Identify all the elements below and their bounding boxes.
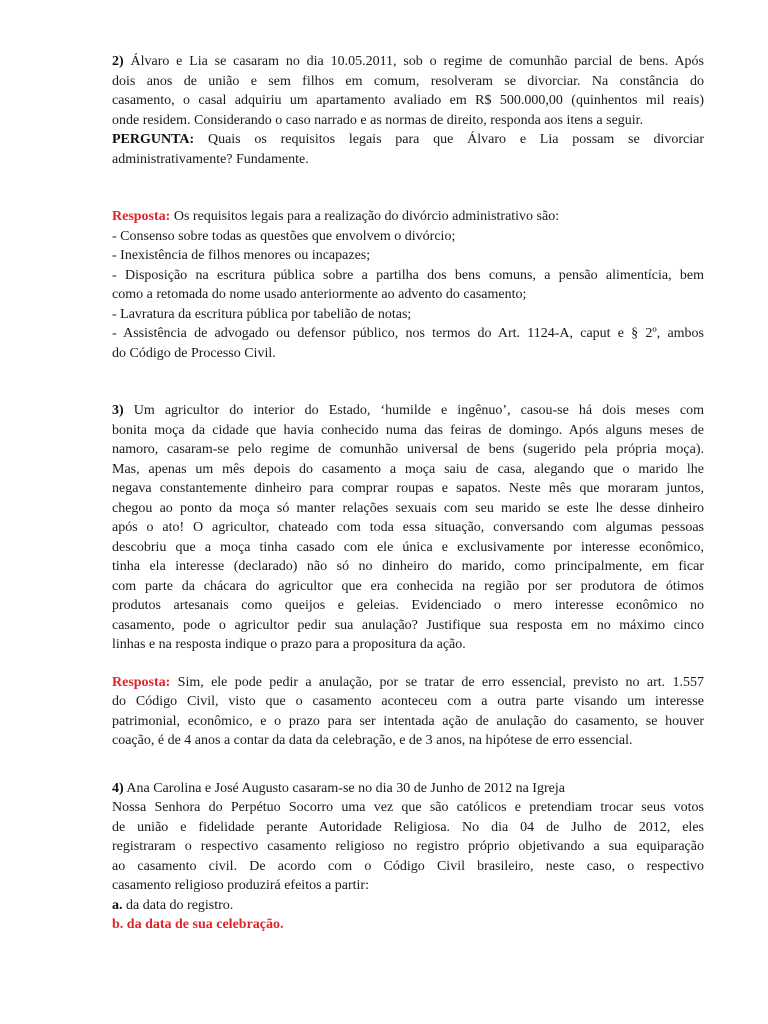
answer-2-item-cont: como a retomada do nome usado anteriormente ao advento do casamento; xyxy=(112,287,527,302)
document-page xyxy=(112,52,704,935)
option-a xyxy=(112,896,704,916)
q4-number: 4) xyxy=(112,780,124,796)
pergunta-label: PERGUNTA: xyxy=(112,132,195,147)
q3-line: produtos artesanais como queijos e geleias. Evidenciado o mero interesse econômico no xyxy=(112,598,704,613)
q4-line: ao casamento civil. De acordo com o Código Civil brasileiro, neste caso, o respectivo xyxy=(112,858,704,874)
q3-line: Mas, apenas um mês depois do casamento a moça saiu de casa, alegando que o marido lhe xyxy=(112,461,704,477)
answer-2-item: - Inexistência de filhos menores ou incapazes; xyxy=(112,248,371,263)
q4-line: de união e fidelidade perante Autoridade Religiosa. No dia 04 de Julho de 2012, eles xyxy=(112,819,704,835)
answer-3-text: Sim, ele pode pedir a anulação, por se tratar de erro essencial, previsto no art. 1.557 xyxy=(170,674,704,690)
q3-line: chegou ao ponto da moça só manter relações sexuais com seu marido se este lhe desse dinheiro xyxy=(112,500,704,516)
resposta-intro-text: Os requisitos legais para a realização do divórcio administrativo são: xyxy=(170,209,560,224)
q2-pergunta xyxy=(112,130,704,150)
q4-line: casamento religioso produzirá efeitos a partir: xyxy=(112,878,369,893)
answer-3-line: coação, é de 4 anos a contar da data da celebração, e de 3 anos, na hipótese de erro essencial. xyxy=(112,733,633,748)
q2-line: dois anos de união e sem filhos em comum, resolveram se divorciar. Na constância do xyxy=(112,73,704,89)
option-a-letter: a. xyxy=(112,897,123,913)
answer-3 xyxy=(112,673,704,751)
answer-2-item-cont: do Código de Processo Civil. xyxy=(112,345,276,361)
resposta-label: Resposta: xyxy=(112,674,171,690)
q3-number: 3) xyxy=(112,403,124,418)
q3-line: tinha ela interesse (declarado) não só no dinheiro do marido, como principalmente, em ficar xyxy=(112,559,704,574)
q3-line: bonita moça da cidade que havia conhecido numa das feiras de domingo. Após alguns meses de xyxy=(112,422,704,438)
answer-3-line: do Código Civil, visto que o casamento aconteceu com a outra parte visando um interesse xyxy=(112,694,704,709)
q2-pergunta-line2: administrativamente? Fundamente. xyxy=(112,151,309,167)
q3-line: namoro, casaram-se pelo regime de comunhão universal de bens (sugerido pela própria moça). xyxy=(112,442,704,457)
q2-line xyxy=(112,52,704,72)
answer-2-item: - Lavratura da escritura pública por tabelião de notas; xyxy=(112,306,412,322)
q3-line: após o ato! O agricultor, chateado com toda essa situação, conversando com algumas pessoas xyxy=(112,520,704,535)
q3-text: Um agricultor do interior do Estado, ‘humilde e ingênuo’, casou-se há dois meses com xyxy=(123,403,704,418)
q2-line: onde residem. Considerando o caso narrado e as normas de direito, responda aos itens a seguir. xyxy=(112,112,644,128)
answer-2-item: - Disposição na escritura pública sobre a partilha dos bens comuns, a pensão alimentícia, bem xyxy=(112,267,704,283)
pergunta-text: Quais os requisitos legais para que Álvaro e Lia possam se divorciar xyxy=(194,132,704,147)
answer-2-intro xyxy=(112,207,704,227)
q2-number: 2) xyxy=(112,54,124,69)
resposta-label: Resposta: xyxy=(112,209,171,224)
question-2 xyxy=(112,52,704,169)
answer-3-line xyxy=(112,673,704,693)
q2-line: casamento, o casal adquiriu um apartamento avaliado em R$ 500.000,00 (quinhentos mil reais) xyxy=(112,93,704,108)
answer-2-item: - Assistência de advogado ou defensor público, nos termos do Art. 1124-A, caput e § 2º, ambos xyxy=(112,326,704,341)
q3-line: negava constantemente dinheiro para comprar roupas e sapatos. Neste mês que moraram juntos, xyxy=(112,481,704,496)
answer-3-line: patrimonial, econômico, e o prazo para ser intentada ação de anulação do casamento, se houver xyxy=(112,713,704,729)
q3-line: linhas e na resposta indique o prazo para a propositura da ação. xyxy=(112,637,466,652)
q4-line: registraram o respectivo casamento religioso no registro próprio objetivando a sua equiparação xyxy=(112,839,704,854)
option-b-correct: b. da data de sua celebração. xyxy=(112,917,284,932)
q3-line: casamento, pode o agricultor pedir sua anulação? Justifique sua resposta em no máximo cinco xyxy=(112,617,704,633)
q2-text: Álvaro e Lia se casaram no dia 10.05.2011, sob o regime de comunhão parcial de bens. Após xyxy=(123,54,704,69)
q4-line: Nossa Senhora do Perpétuo Socorro uma vez que são católicos e pretendiam trocar seus votos xyxy=(112,800,704,815)
question-3 xyxy=(112,401,704,655)
q3-line: com parte da chácara do agricultor que era conhecida na região por ser produtora de ótimos xyxy=(112,578,704,594)
q4-line xyxy=(112,779,704,799)
question-4 xyxy=(112,779,704,935)
q3-line: descobriu que a moça tinha casado com ele única e exclusivamente por interesse econômico, xyxy=(112,539,704,555)
answer-2 xyxy=(112,207,704,363)
option-a-text: da data do registro. xyxy=(122,897,234,913)
q4-text: Ana Carolina e José Augusto casaram-se no dia 30 de Junho de 2012 na Igreja xyxy=(123,780,565,796)
q3-line xyxy=(112,401,704,421)
answer-2-item: - Consenso sobre todas as questões que envolvem o divórcio; xyxy=(112,228,456,244)
